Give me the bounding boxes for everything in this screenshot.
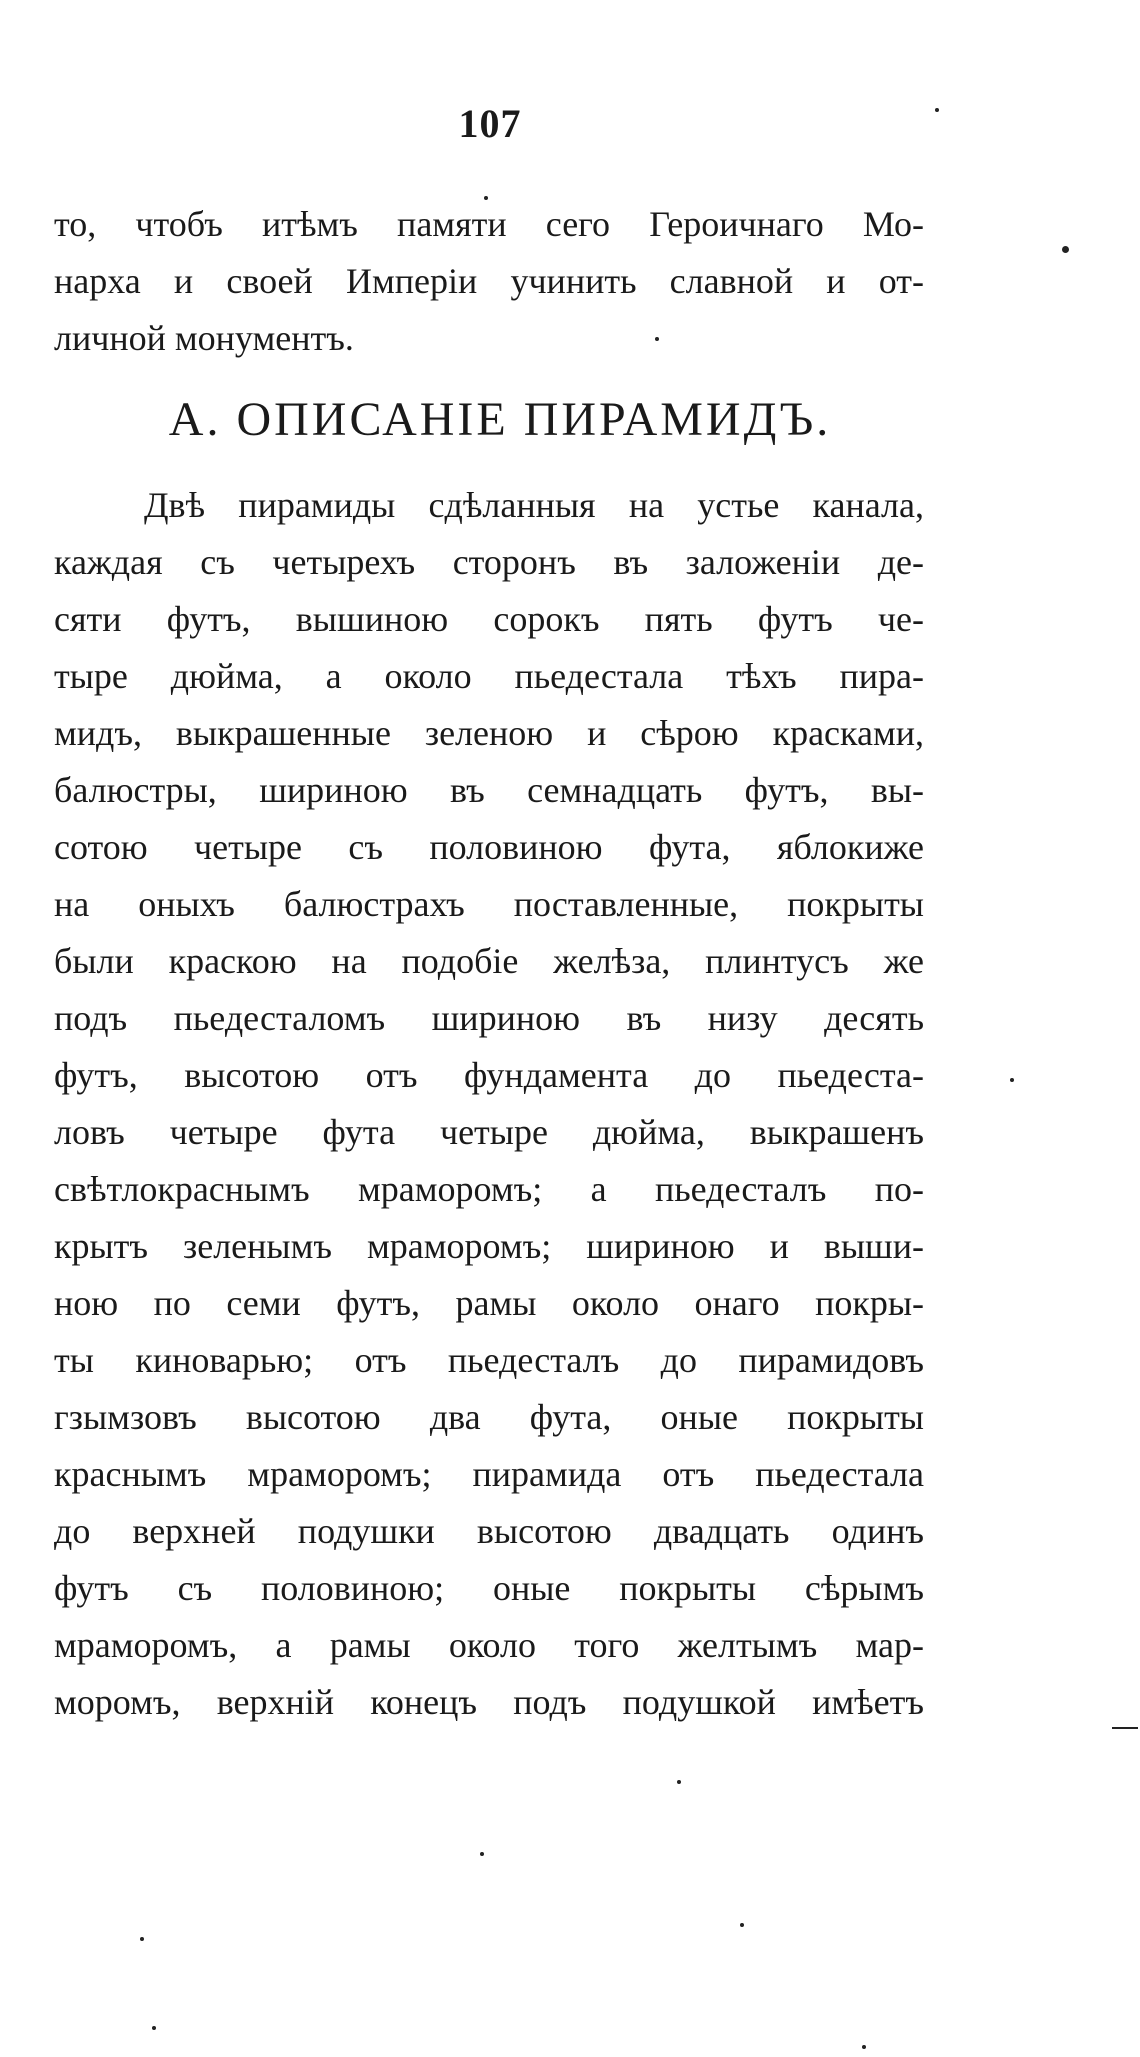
text-line: каждая съ четырехъ сторонъ въ заложеніи де- [54, 542, 924, 582]
scan-speck [655, 337, 659, 341]
text-line: тыре дюйма, а около пьедестала тѣхъ пира- [54, 656, 924, 696]
text-line: то, чтобъ итѣмъ памяти сего Героичнаго Мо- [54, 204, 924, 244]
scan-speck [140, 1937, 144, 1941]
scan-speck [677, 1780, 681, 1784]
scan-dash [1112, 1727, 1138, 1729]
scan-speck [1062, 246, 1069, 253]
text-line: гзымзовъ высотою два фута, оные покрыты [54, 1397, 924, 1437]
text-line: ною по семи футъ, рамы около онаго покры- [54, 1283, 924, 1323]
text-line: были краскою на подобіе желѣза, плинтусъ же [54, 941, 924, 981]
scan-speck [862, 2045, 866, 2049]
scan-speck [152, 2026, 156, 2030]
text-line: свѣтлокраснымъ мраморомъ; а пьедесталъ по- [54, 1169, 924, 1209]
text-line: моромъ, верхній конецъ подъ подушкой имѣетъ [54, 1682, 924, 1722]
scan-speck [484, 196, 488, 200]
scan-speck [740, 1923, 744, 1927]
text-line: ты киноварью; отъ пьедесталъ до пирамидовъ [54, 1340, 924, 1380]
text-line: нарха и своей Имперіи учинить славной и от- [54, 261, 924, 301]
text-line: футъ, высотою отъ фундамента до пьедеста- [54, 1055, 924, 1095]
page-number: 107 [458, 101, 522, 146]
text-line: футъ съ половиною; оные покрыты сѣрымъ [54, 1568, 924, 1608]
body-paragraph [54, 477, 924, 1731]
text-line: краснымъ мраморомъ; пирамида отъ пьедестала [54, 1454, 924, 1494]
text-line: балюстры, шириною въ семнадцать футъ, вы- [54, 770, 924, 810]
text-line: мраморомъ, а рамы около того желтымъ мар- [54, 1625, 924, 1665]
text-line: ловъ четыре фута четыре дюйма, выкрашенъ [54, 1112, 924, 1152]
text-line: подъ пьедесталомъ шириною въ низу десять [54, 998, 924, 1038]
intro-paragraph [54, 196, 924, 367]
text-line: сотою четыре съ половиною фута, яблокиже [54, 827, 924, 867]
text-line: личной монументъ. [54, 318, 354, 358]
text-line: крытъ зеленымъ мраморомъ; шириною и выши- [54, 1226, 924, 1266]
text-line: на оныхъ балюстрахъ поставленные, покрыты [54, 884, 924, 924]
scan-speck [480, 1852, 484, 1856]
scan-speck [935, 108, 939, 112]
text-line: сяти футъ, вышиною сорокъ пять футъ че- [54, 599, 924, 639]
text-line: Двѣ пирамиды сдѣланныя на устье канала, [144, 485, 924, 525]
section-heading: А. ОПИСАНІЕ ПИРАМИДЪ. [168, 393, 832, 446]
text-line: мидъ, выкрашенные зеленою и сѣрою красками, [54, 713, 924, 753]
text-line: до верхней подушки высотою двадцать одинъ [54, 1511, 924, 1551]
scan-speck [1010, 1078, 1014, 1082]
